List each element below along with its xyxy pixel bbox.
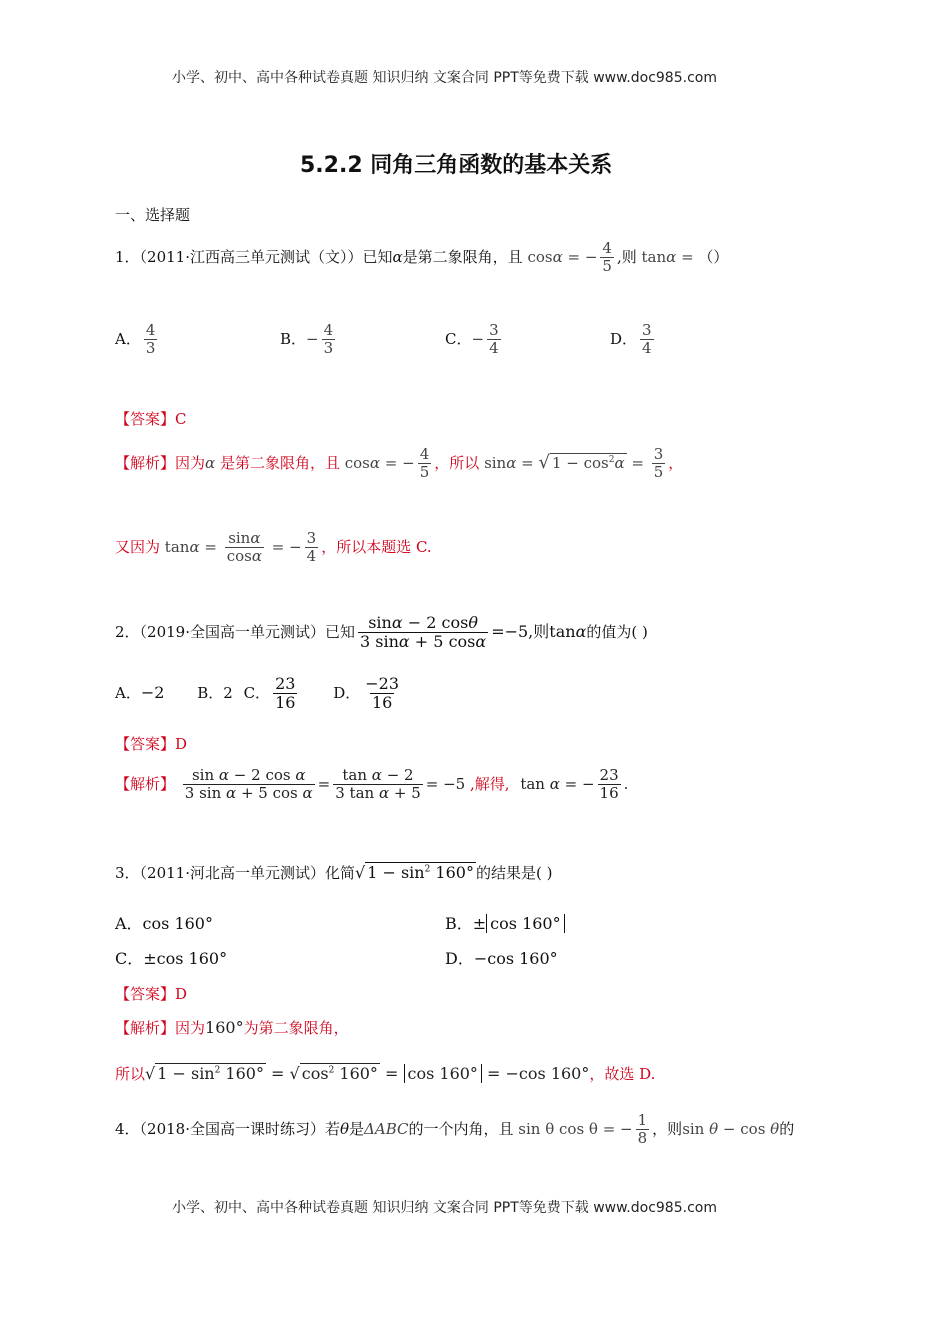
q3-option-c[interactable]: C．±cos 160° [115, 949, 228, 968]
q2-answer: 【答案】D [115, 735, 188, 753]
q3-option-d[interactable]: D．−cos 160° [445, 949, 558, 968]
question-2: 2．（2019·全国高一单元测试）已知 $\frac{\sin\alpha - 2 \cos\theta}{3 \sin\alpha + 5 \cos\alpha}$ =−5,则tanα的值为( ) [115, 613, 648, 652]
q1-analysis-line1: 【解析】因为α 是第二象限角，且 cosα = − $\frac{4}{5}$ ，所以 sinα = √ $1 - \cos^2\alpha$ = $\frac{3}{5}$ ， [115, 445, 684, 482]
q2-option-d[interactable]: D． $\frac{-23}{16}$ [333, 674, 399, 713]
q3-answer: 【答案】D [115, 985, 188, 1003]
q1-answer: 【答案】C [115, 410, 187, 428]
page-header: 小学、初中、高中各种试卷真题 知识归纳 文案合同 PPT等免费下载 www.doc985.com [172, 70, 717, 86]
q3-option-b[interactable]: B．± cos 160° [445, 911, 565, 934]
q2-option-b[interactable]: B．2 [197, 683, 233, 702]
q2-option-c[interactable]: C． $\frac{23}{16}$ [243, 674, 296, 713]
q2-option-a[interactable]: A．−2 [115, 682, 165, 702]
question-3: 3．（2011·河北高一单元测试）化简√ $1 - \sin^2 160^\circ$ 的结果是( ) [115, 863, 553, 882]
q3-analysis-line1: 【解析】因为160°为第二象限角， [115, 1018, 349, 1037]
q1-source: （2011·江西高三单元测试（文））已知 [139, 247, 393, 266]
section-heading: 一、选择题 [115, 206, 191, 224]
question-1: 1．（2011·江西高三单元测试（文））已知α是第二象限角，且 cosα = − $\frac{4}{5}$ ,则 tanα = （） [115, 239, 729, 276]
q1-option-c[interactable]: C．− $\frac{3}{4}$ [445, 321, 499, 358]
q1-analysis-line2: 又因为 tanα = $\frac{\sin\alpha}{\cos\alpha}$ = − $\frac{3}{4}$ ，所以本题选 C. [115, 529, 432, 566]
q1-option-b[interactable]: B．− $\frac{4}{3}$ [280, 321, 334, 358]
page-title: 5.2.2 同角三角函数的基本关系 [300, 153, 613, 178]
q1-option-d[interactable]: D． $\frac{3}{4}$ [610, 321, 652, 358]
q1-number: 1． [115, 247, 140, 266]
q3-option-a[interactable]: A．cos 160° [115, 914, 213, 933]
q3-analysis-line2: 所以√ $1 - \sin^2 160^\circ$ = √ $\cos^2 160^\circ = \cos 160^\circ = -\cos$ 160°，故选 D. [115, 1064, 656, 1083]
q2-options [115, 675, 404, 713]
q2-analysis: 【解析】 $\frac{\text{sin α − 2 cos α}}{\text{3 sin α + 5 cos α}}$ = $\frac{\text{tan α − 2}}{\text{3 tan α + 5}}$ = −5 ,解得, tan α = − $\frac{23}{16}$ . [115, 766, 629, 803]
q1-option-a[interactable]: A． $\frac{4}{3}$ [115, 321, 156, 358]
question-4: 4．（2018·全国高一课时练习）若θ是ΔABC的一个内角，且 sin θ cos θ = − $\frac{1}{8}$ ，则sin θ − cos θ的 [115, 1111, 795, 1148]
page-footer: 小学、初中、高中各种试卷真题 知识归纳 文案合同 PPT等免费下载 www.doc985.com [172, 1200, 717, 1216]
